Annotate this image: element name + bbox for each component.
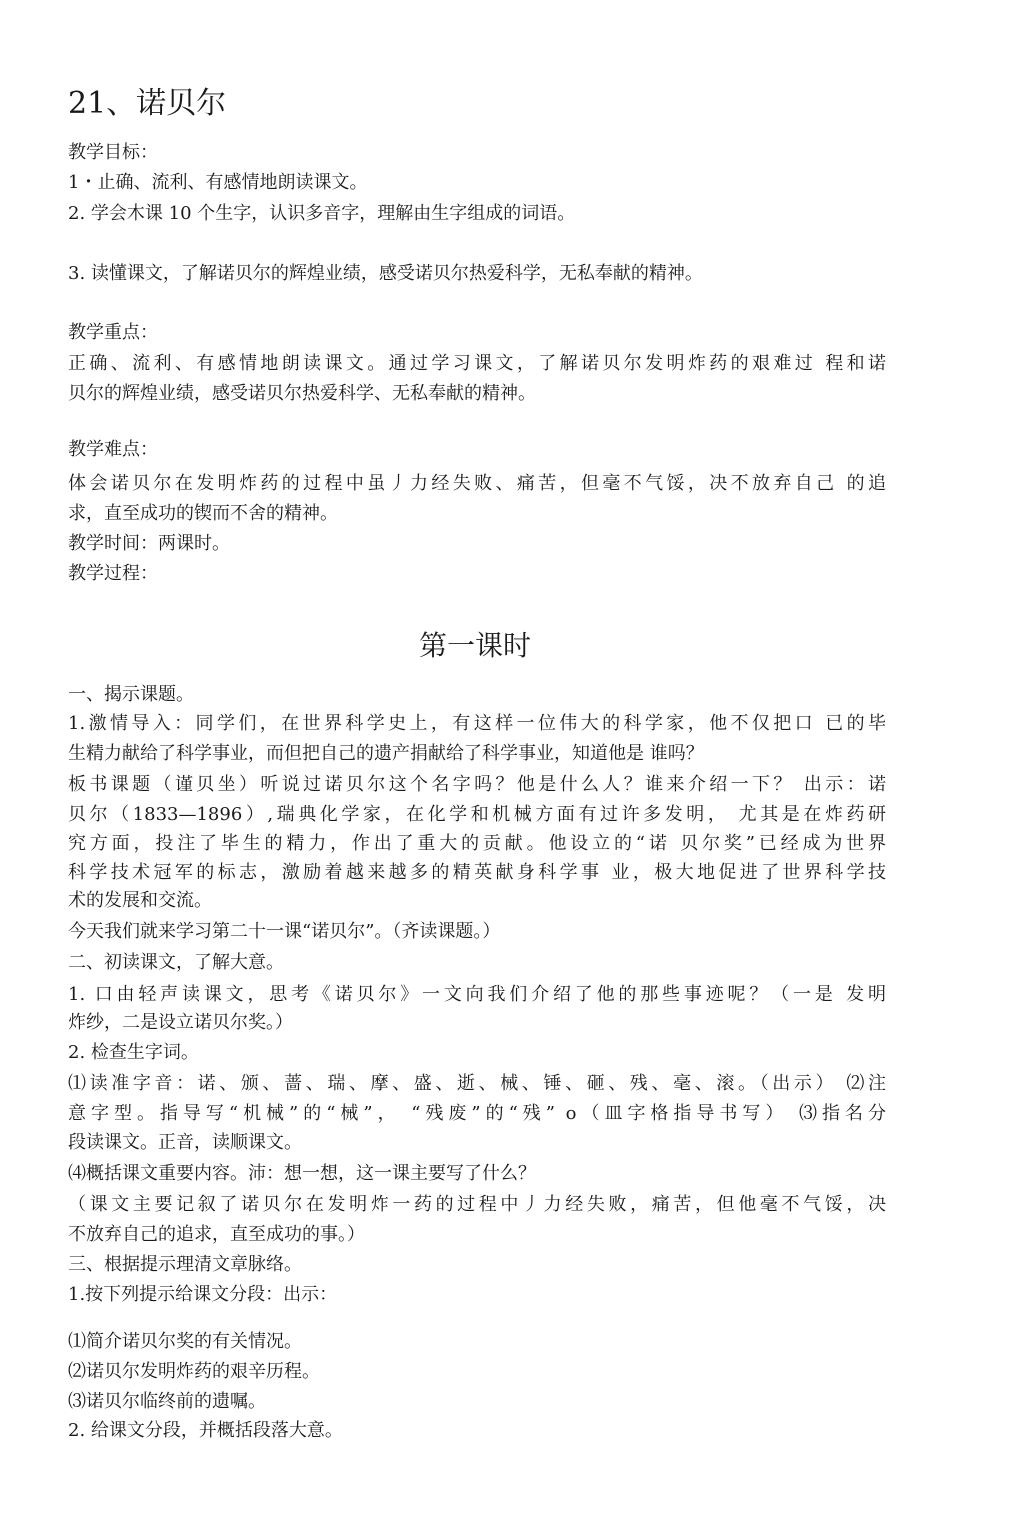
part3-line-4: ⑶诺贝尔临终前的遗嘱。 (68, 1391, 266, 1412)
part1-line-5: 究方面，投注了毕生的精力，作出了重大的贡献。他设立的“诺 贝尔奖”已经成为世界 (68, 833, 886, 854)
part1-line-6: 科学技术冠军的标志，激励着越来越多的精英献身科学事 业，极大地促进了世界科学技 (68, 862, 886, 883)
part2-line-5: 意字型。指导写“机械”的“械”， “残废”的“残” o（皿字格指导书写） ⑶指名分 (68, 1103, 886, 1124)
part3-heading: 三、根据提示理清文章脉络。 (68, 1254, 302, 1275)
key-points-line-2: 贝尔的辉煌业绩，感受诺贝尔热爱科学、无私奉献的精神。 (68, 383, 536, 404)
part1-line-1: 1.激情导入：同学们，在世界科学史上，有这样一位伟大的科学家，他不仅把口 已的毕 (68, 713, 886, 734)
teaching-process: 教学过程： (68, 563, 158, 584)
objectives-heading: 教学目标： (68, 142, 158, 163)
part3-line-3: ⑵诺贝尔发明炸药的艰辛历程。 (68, 1361, 320, 1382)
part2-line-1: 1. 口由轻声读课文，思考《诺贝尔》一文向我们介绍了他的那些事迹呢？（一是 发明 (68, 984, 886, 1005)
part2-line-8: （课文主要记叙了诺贝尔在发明炸一药的过程中丿力经失败，痛苦，但他毫不气馁，决 (68, 1194, 886, 1215)
teaching-time: 教学时间：两课时。 (68, 533, 230, 554)
part2-line-3: 2. 检查生字词。 (68, 1042, 199, 1063)
part1-line-8: 今天我们就来学习第二十一课“诺贝尔”。（齐读课题。） (68, 921, 501, 942)
part1-line-2: 生精力献给了科学事业，而但把自己的遗产捐献给了科学事业，知道他是 谁吗？ (68, 743, 704, 764)
part3-line-5: 2. 给课文分段，并概括段落大意。 (68, 1420, 343, 1441)
part1-line-7: 术的发展和交流。 (68, 890, 212, 911)
part2-line-4: ⑴读准字音：诺、颁、蔷、瑞、摩、盛、逝、械、锤、砸、残、毫、滚。（出示） ⑵注 (68, 1073, 886, 1094)
part2-heading: 二、初读课文，了解大意。 (68, 952, 284, 973)
objective-item-3: 3. 读懂课文，了解诺贝尔的辉煌业绩，感受诺贝尔热爱科学，无私奉献的精神。 (68, 263, 703, 284)
part1-line-4: 贝尔（1833—1896）,瑞典化学家，在化学和机械方面有过许多发明， 尤其是在炸药研 (68, 804, 886, 825)
lesson-title: 21、诺贝尔 (68, 86, 227, 121)
key-points-heading: 教学重点： (68, 322, 158, 343)
difficulties-line-1: 体会诺贝尔在发明炸药的过程中虽丿力经失败、痛苦，但毫不气馁，决不放弃自己 的追 (68, 473, 886, 494)
key-points-line-1: 正确、流利、有感情地朗读课文。通过学习课文，了解诺贝尔发明炸药的艰难过 程和诺 (68, 353, 886, 374)
part2-line-6: 段读课文。正音，读顺课文。 (68, 1132, 302, 1153)
part2-line-2: 炸纱，二是设立诺贝尔奖。） (68, 1012, 293, 1033)
difficulties-line-2: 求，直至成功的锲而不舍的精神。 (68, 503, 338, 524)
part2-line-9: 不放弃自己的追求，直至成功的事。） (68, 1224, 365, 1245)
part1-line-3: 板书课题（谨贝坐）听说过诺贝尔这个名字吗？他是什么人？谁来介绍一下？ 出示：诺 (68, 774, 886, 795)
section-title: 第一课时 (418, 629, 531, 662)
objective-item-2: 2. 学会木课 10 个生字，认识多音字，理解由生字组成的词语。 (68, 203, 576, 224)
part3-line-2: ⑴简介诺贝尔奖的有关情况。 (68, 1331, 302, 1352)
part3-line-1: 1.按下列提示给课文分段：出示： (68, 1284, 338, 1305)
objective-item-1: 1・止确、流利、有感情地朗读课文。 (68, 172, 368, 193)
part2-line-7: ⑷概括课文重要内容。沛：想一想，这一课主要写了什么？ (68, 1163, 536, 1184)
difficulties-heading: 教学难点： (68, 439, 158, 460)
part1-heading: 一、揭示课题。 (68, 684, 194, 705)
